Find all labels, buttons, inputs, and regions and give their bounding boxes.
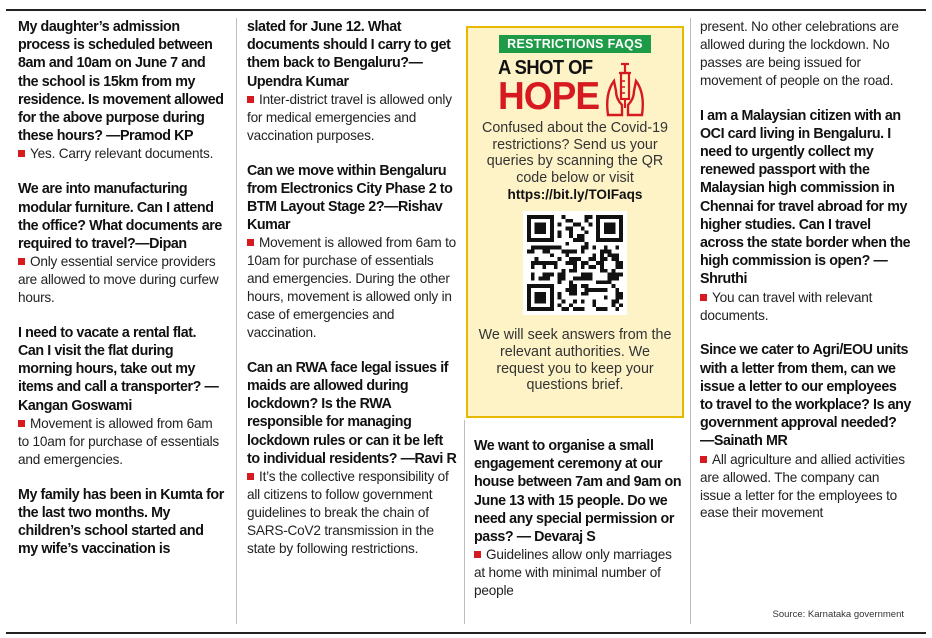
faq-answer: Movement is allowed from 6am to 10am for purchase of essentials and emergencies. [18,415,219,467]
bullet-icon [247,239,254,246]
faq-item [247,18,459,145]
faq-question: Since we cater to Agri/EOU units with a letter from them, can we issue a letter to our employees to travel to the workplace? Is any government approval needed? —Sainath MR [700,341,911,450]
faq-column-2 [247,18,459,575]
faq-answer: Guidelines allow only marriages at home with minimal number of people [474,547,672,599]
promo-box [466,26,684,418]
faq-item [18,486,226,559]
faq-item [18,324,226,469]
faq-question: Can an RWA face legal issues if maids are allowed during lockdown? Is the RWA responsible for managing lockdown rules or can it be left to individual residents? —Ravi R [247,358,457,467]
faq-question: We want to organise a small engagement ceremony at our house between 7am and 9am on June 13 with 15 people. Do we need any special permission or pass? — Devaraj S [474,437,682,546]
faq-question: My family has been in Kumta for the last two months. My children’s school started and my wife’s vaccination is [18,485,224,558]
bullet-icon [247,473,254,480]
bullet-icon [18,150,25,157]
faq-item [247,359,459,558]
promo-text-footer: We will seek answers from the relevant authorities. We request you to keep your questions brief. [478,327,672,394]
promo-text: Confused about the Covid-19 restrictions? Send us your queries by scanning the QR code below or visit [482,120,668,186]
top-rule [6,9,926,11]
qr-code-icon[interactable] [523,211,627,315]
faq-item [18,18,226,163]
bottom-rule [6,632,926,634]
hands-syringe-icon [602,61,648,117]
faq-question: My daughter’s admission process is scheduled between 8am and 10am on June 7 and the school is 15km from my residence. Is movement allowed for the above purpose during these hours? —Pramod KP [18,18,224,145]
bullet-icon [700,294,707,301]
bullet-icon [247,96,254,103]
faq-answer: present. No other celebrations are allowed during the lockdown. No passes are being issued for movement of people on the road. [700,19,899,88]
faq-answer: Yes. Carry relevant documents. [18,145,226,163]
faq-item [700,107,912,325]
column-divider [464,420,465,624]
faq-question: Can we move within Bengaluru from Electronics City Phase 2 to BTM Layout Stage 2?—Rishav Kumar [247,161,453,234]
faq-question: We are into manufacturing modular furniture. Can I attend the office? What documents are required to travel?—Dipan [18,180,222,252]
source-credit: Source: Karnataka government [772,609,904,620]
faq-answer: Inter-district travel is allowed only for medical emergencies and vaccination purposes. [247,91,452,143]
promo-tag: RESTRICTIONS FAQS [499,35,651,53]
faq-item-continued [700,18,912,90]
faq-item [18,180,226,307]
promo-hero [468,55,682,117]
promo-headline: A SHOT OF [498,57,593,79]
faq-answer: Only essential service providers are allowed to move during curfew hours. [18,254,219,305]
faq-column-1 [18,18,226,575]
bullet-icon [700,456,707,463]
faq-question: I am a Malaysian citizen with an OCI card living in Bengaluru. I need to urgently collect my renewed passport with the Malaysian high commission in Chennai for travel abroad for my higher studies. Can I travel across the state border when the high commission is open? —Shruthi [700,106,911,288]
faq-answer: You can travel with relevant documents. [700,289,873,323]
faq-answer: All agriculture and allied activities are allowed. The company can issue a letter for the employees to ease their movement [700,451,905,521]
faq-question: slated for June 12. What documents should I carry to get them back to Bengaluru?—Upendra Kumar [247,18,451,90]
column-divider [236,18,237,624]
faq-answer: It’s the collective responsibility of all citizens to follow government guidelines to break the chain of SARS-CoV2 transmission in the state by following restrictions. [247,469,449,556]
faq-column-4 [700,18,912,539]
faq-item [474,437,684,600]
faq-item [247,162,459,342]
faq-item [700,341,912,522]
column-divider [690,18,691,624]
bullet-icon [18,258,25,265]
promo-link[interactable]: https://bit.ly/TOIFaqs [507,187,643,203]
promo-headline-hope: HOPE [498,75,600,118]
bullet-icon [474,551,481,558]
faq-column-3 [474,437,684,617]
faq-answer: Movement is allowed from 6am to 10am for purchase of essentials and emergencies. During the other hours, movement is allowed only in case of emergencies and vaccination. [247,235,457,340]
bullet-icon [18,420,25,427]
qr-code-icon[interactable] [527,215,623,311]
faq-question: I need to vacate a rental flat. Can I visit the flat during morning hours, take out my items and call a transporter? —Kangan Goswami [18,323,219,414]
